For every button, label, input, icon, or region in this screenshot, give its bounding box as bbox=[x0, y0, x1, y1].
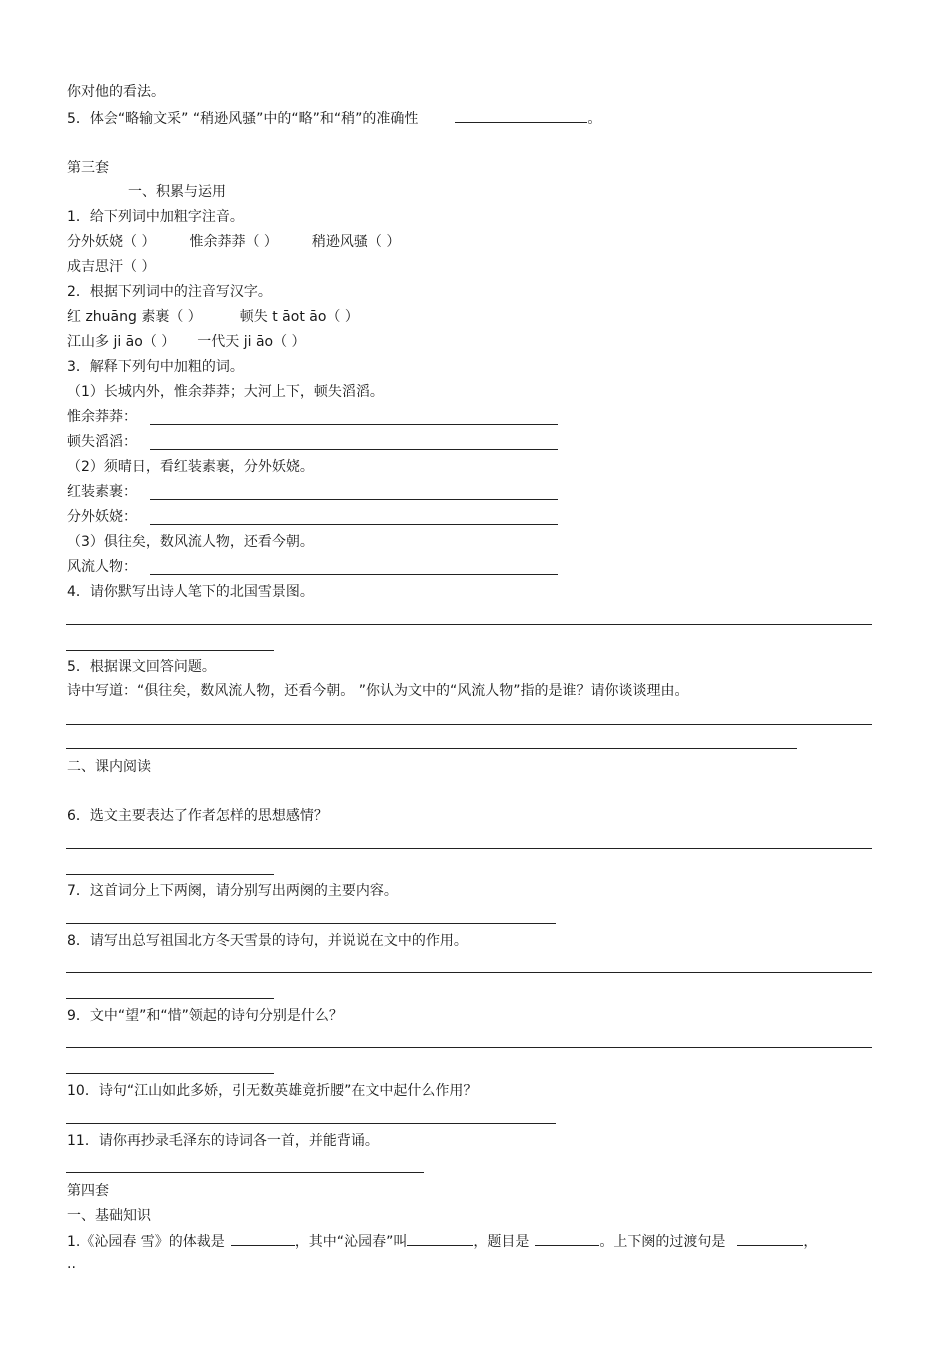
answer-line[interactable] bbox=[66, 724, 872, 725]
answer-blank[interactable] bbox=[737, 1231, 803, 1246]
intro-q5-text: 5．体会“略输文采” “稍逊风骚”中的“略”和“稍”的准确性 bbox=[67, 111, 419, 127]
answer-line[interactable] bbox=[150, 424, 558, 425]
set3-title: 第三套 bbox=[67, 160, 109, 176]
answer-line[interactable] bbox=[66, 848, 872, 849]
set3-q10: 10．诗句“江山如此多娇，引无数英雄竟折腰”在文中起什么作用？ bbox=[67, 1083, 478, 1099]
set3-q9: 9．文中“望”和“惜”领起的诗句分别是什么？ bbox=[67, 1008, 343, 1024]
set4-q1 bbox=[67, 1231, 817, 1251]
set3-q5: 5．根据课文回答问题。 bbox=[67, 659, 216, 675]
answer-line[interactable] bbox=[66, 1073, 274, 1074]
intro-q5-end: 。 bbox=[587, 111, 602, 127]
set3-q1: 1．给下列词中加粗字注音。 bbox=[67, 209, 244, 225]
set3-q4: 4．请你默写出诗人笔下的北国雪景图。 bbox=[67, 584, 314, 600]
answer-blank[interactable] bbox=[455, 108, 587, 123]
set3-q2-row-1 bbox=[67, 307, 359, 327]
q2-item: 江山多 ji āo（ ） bbox=[67, 334, 176, 350]
set4-q1-part: 。上下阕的过渡句是 bbox=[599, 1234, 726, 1250]
set3-q8: 8．请写出总写祖国北方冬天雪景的诗句，并说说在文中的作用。 bbox=[67, 933, 468, 949]
q2-item: 红 zhuāng 素裹（ ） bbox=[67, 309, 202, 325]
set3-q11: 11．请你再抄录毛泽东的诗词各一首，并能背诵。 bbox=[67, 1133, 379, 1149]
answer-line[interactable] bbox=[66, 1172, 424, 1173]
q1-item: 分外妖娆（ ） bbox=[67, 234, 156, 250]
q2-item: 顿失 t āot āo（ ） bbox=[239, 309, 359, 325]
answer-line[interactable] bbox=[66, 650, 274, 651]
answer-line[interactable] bbox=[150, 574, 558, 575]
set3-q1-items bbox=[67, 232, 400, 252]
set4-q1-part: ， bbox=[803, 1234, 818, 1250]
set3-q2: 2．根据下列词中的注音写汉字。 bbox=[67, 284, 272, 300]
set3-q3-word-1: 惟余莽莽： bbox=[67, 409, 137, 425]
answer-line[interactable] bbox=[150, 524, 558, 525]
intro-line-1: 你对他的看法。 bbox=[67, 84, 165, 100]
set3-q3-sentence-1: （1）长城内外，惟余莽莽；大河上下，顿失滔滔。 bbox=[67, 384, 384, 400]
set4-q1-part: 1.《沁园春 雪》的体裁是 bbox=[67, 1234, 225, 1250]
set3-q3-word-5: 风流人物： bbox=[67, 559, 137, 575]
set3-q3-word-2: 顿失滔滔： bbox=[67, 434, 137, 450]
set3-q6: 6．选文主要表达了作者怎样的思想感情？ bbox=[67, 808, 328, 824]
answer-blank[interactable] bbox=[231, 1231, 295, 1246]
set3-q3-word-4: 分外妖娆： bbox=[67, 509, 137, 525]
set3-q2-row-2 bbox=[67, 332, 306, 352]
answer-line[interactable] bbox=[66, 923, 556, 924]
answer-line[interactable] bbox=[66, 998, 274, 999]
answer-line[interactable] bbox=[66, 1047, 872, 1048]
set3-section-1-heading: 一、积累与运用 bbox=[128, 184, 226, 200]
answer-line[interactable] bbox=[150, 499, 558, 500]
set3-q7: 7．这首词分上下两阕，请分别写出两阕的主要内容。 bbox=[67, 883, 398, 899]
answer-line[interactable] bbox=[150, 449, 558, 450]
set3-q3-sentence-2: （2）须晴日，看红装素裹，分外妖娆。 bbox=[67, 459, 314, 475]
answer-blank[interactable] bbox=[407, 1231, 473, 1246]
set3-q3: 3．解释下列句中加粗的词。 bbox=[67, 359, 244, 375]
set4-section-1-heading: 一、基础知识 bbox=[67, 1208, 151, 1224]
answer-line[interactable] bbox=[66, 1123, 556, 1124]
answer-line[interactable] bbox=[66, 972, 872, 973]
set3-q5-body: 诗中写道：“俱往矣，数风流人物，还看今朝。 ”你认为文中的“风流人物”指的是谁？请你谈谈理由。 bbox=[67, 683, 689, 699]
set3-q3-word-3: 红装素裹： bbox=[67, 484, 137, 500]
set4-title: 第四套 bbox=[67, 1183, 109, 1199]
intro-question-5 bbox=[67, 108, 601, 128]
q1-item: 稍逊风骚（ ） bbox=[311, 234, 401, 250]
q1-item: 惟余莽莽（ ） bbox=[189, 234, 278, 250]
answer-line[interactable] bbox=[66, 874, 274, 875]
q2-item: 一代天 ji āo（ ） bbox=[197, 334, 306, 350]
answer-line[interactable] bbox=[66, 748, 797, 749]
set3-q3-sentence-3: （3）俱往矣，数风流人物，还看今朝。 bbox=[67, 534, 314, 550]
set4-q1-part: ，题目是 bbox=[473, 1234, 530, 1250]
answer-line[interactable] bbox=[66, 624, 872, 625]
answer-blank[interactable] bbox=[535, 1231, 599, 1246]
set3-q1-item-4: 成吉思汗（ ） bbox=[67, 259, 156, 275]
set3-section-2-heading: 二、课内阅读 bbox=[67, 759, 151, 775]
set4-tail: .. bbox=[67, 1256, 76, 1272]
set4-q1-part: ，其中“沁园春”叫 bbox=[294, 1234, 408, 1250]
